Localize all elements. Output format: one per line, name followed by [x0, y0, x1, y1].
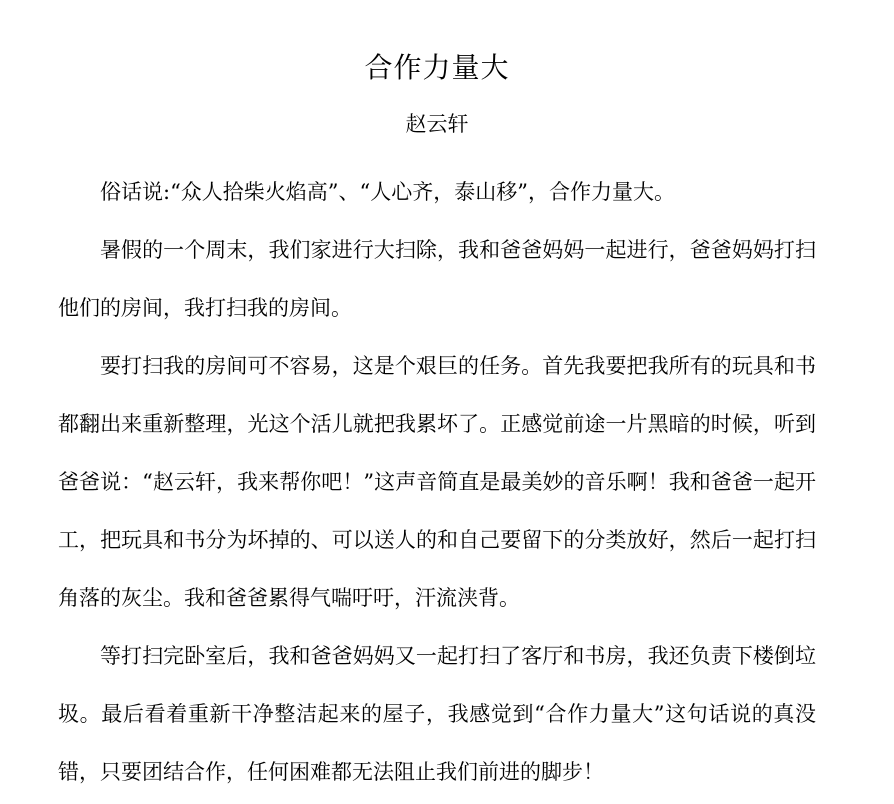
paragraph-3: 要打扫我的房间可不容易，这是个艰巨的任务。首先我要把我所有的玩具和书都翻出来重新整理，光这个活儿就把我累坏了。正感觉前途一片黑暗的时候，听到爸爸说：“赵云轩，我来帮你吧！”这声音简直是最美妙的音乐啊！我和爸爸一起开工，把玩具和书分为坏掉的、可以送人的和自己要留下的分类放好，然后一起打扫角落的灰尘。我和爸爸累得气喘吁吁，汗流浃背。: [58, 354, 816, 610]
paragraph-2: 暑假的一个周末，我们家进行大扫除，我和爸爸妈妈一起进行，爸爸妈妈打扫他们的房间，我打扫我的房间。: [58, 238, 816, 320]
document-author: 赵云轩: [405, 112, 469, 136]
document-page: [58, 0, 816, 804]
paragraph-1: 俗话说:“众人拾柴火焰高”、“人心齐，泰山移”，合作力量大。: [100, 180, 676, 204]
document-body: [58, 163, 816, 801]
paragraph-4: 等打扫完卧室后，我和爸爸妈妈又一起打扫了客厅和书房，我还负责下楼倒垃圾。最后看着重新干净整洁起来的屋子，我感觉到“合作力量大”这句话说的真没错，只要团结合作，任何困难都无法阻止我们前进的脚步！: [58, 644, 816, 784]
document-title: 合作力量大: [364, 51, 510, 84]
